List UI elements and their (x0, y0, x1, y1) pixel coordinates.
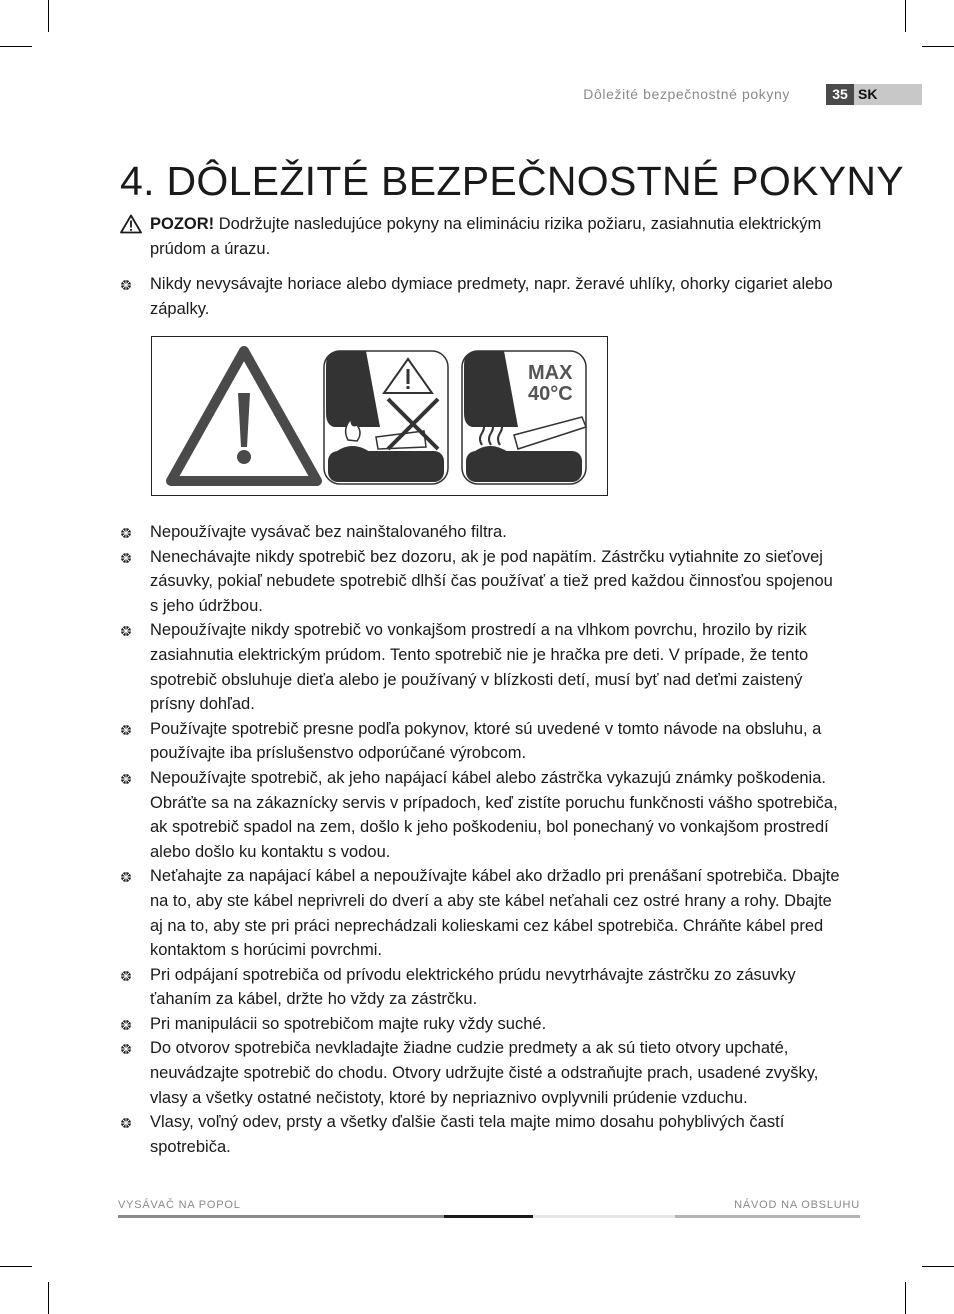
list-item (150, 717, 840, 766)
list-item-text: Nepoužívajte nikdy spotrebič vo vonkajšom prostredí a na vlhkom povrchu, hrozilo by rizik zasiahnutia elektrickým prúdom. Tento spotrebič nie je hračka pre deti. V prípade, že tento spotrebič obsluhuje dieťa alebo je používaný v blízkosti detí, musí byť nad deťmi zaistený prísny dohľad. (150, 621, 809, 714)
crop-mark (0, 1266, 32, 1267)
warning-triangle-icon (120, 214, 142, 234)
list-item (150, 766, 840, 864)
bullet-icon (120, 1019, 132, 1031)
list-item-text: Používajte spotrebič presne podľa pokynov, ktoré sú uvedené v tomto návode na obsluhu, a používajte iba príslušenstvo odporúčané výrobcom. (150, 719, 822, 763)
running-header: Dôležité bezpečnostné pokyny (583, 86, 790, 102)
bullet-icon (120, 1043, 132, 1055)
list-item (150, 864, 840, 962)
max-label: MAX (528, 362, 573, 384)
footer-rule-segment (118, 1215, 444, 1218)
warning-label: POZOR! (150, 215, 215, 233)
list-item-text: Nikdy nevysávajte horiace alebo dymiace predmety, napr. žeravé uhlíky, ohorky cigariet alebo zápalky. (150, 275, 833, 318)
crop-mark (0, 46, 32, 47)
bullet-icon (120, 724, 132, 736)
crop-mark (922, 46, 954, 47)
section-title: 4. DÔLEŽITÉ BEZPEČNOSTNÉ POKYNY (120, 158, 904, 204)
crop-mark (48, 0, 49, 32)
bullet-icon (120, 871, 132, 883)
list-item-text: Vlasy, voľný odev, prsty a všetky ďalšie časti tela majte mimo dosahu pohyblivých častí spotrebiča. (150, 1113, 785, 1156)
list-item (150, 618, 840, 716)
list-item-text: Nenechávajte nikdy spotrebič bez dozoru, ak je pod napätím. Zástrčku vytiahnite zo sieťovej zásuvky, pokiaľ nebudete spotrebič dlhší čas používať a tiež pred každou činnosťou spojenou s jeho údržbou. (150, 547, 833, 615)
list-item-text: Neťahajte za napájací kábel a nepoužívajte kábel ako držadlo pri prenášaní spotrebiča. Dbajte na to, aby ste kábel neprivreli do dverí a aby ste kábel neťahali cez ostré hrany a rohy. Dbajte aj na to, aby ste pri práci neprechádzali kolieskami cez kábel spotrebiča. Chráňte kábel pred kontaktom s horúcimi povrchmi. (150, 867, 840, 960)
bullet-icon (120, 773, 132, 785)
crop-mark (48, 1282, 49, 1314)
footer-manual-name: NÁVOD NA OBSLUHU (734, 1199, 860, 1211)
bullet-icon (120, 552, 132, 564)
list-item (150, 1110, 840, 1159)
crop-mark (922, 1266, 954, 1267)
footer-product-name: VYSÁVAČ NA POPOL (118, 1199, 241, 1211)
list-item-text: Pri odpájaní spotrebiča od prívodu elektrického prúdu nevytrhávajte zástrčku zo zásuvky ťahaním za kábel, držte ho vždy za zástrčku. (150, 965, 796, 1009)
crop-mark (905, 1282, 906, 1314)
bullet-icon (120, 970, 132, 982)
no-burning-objects-panel (324, 351, 448, 484)
bullet-icon (120, 527, 132, 539)
list-item-text: Do otvorov spotrebiča nevkladajte žiadne cudzie predmety a ak sú tieto otvory upchaté, neuvádzajte spotrebič do chodu. Otvory udržujte čisté a odstraňujte prach, usadené zvyšky, vlasy a všetky ostatné nečistoty, ktoré by nepriaznivo ovplyvnili prúdenie vzduchu. (150, 1039, 819, 1107)
list-item (150, 520, 840, 545)
bullet-icon (120, 279, 132, 291)
first-bullet-list (150, 272, 840, 321)
footer-rule-segment (444, 1215, 533, 1218)
page-number: 35 (826, 84, 854, 105)
footer-rule-segment (533, 1215, 675, 1218)
safety-pictogram-figure (151, 336, 608, 496)
warning-text: Dodržujte nasledujúce pokyny na elimináciu rizika požiaru, zasiahnutia elektrickým prúdom a úrazu. (150, 215, 822, 258)
footer-rule-segment (675, 1215, 860, 1218)
safety-instructions-list (150, 520, 840, 1159)
list-item (150, 963, 840, 1012)
bullet-icon (120, 1117, 132, 1129)
list-item (150, 1012, 840, 1037)
list-item-text: Nepoužívajte spotrebič, ak jeho napájací kábel alebo zástrčka vykazujú známky poškodenia. Obráťte sa na zákaznícky servis v prípadoch, keď zistíte poruchu funkčnosti vášho spotrebiča, ak spotrebič spadol na zem, došlo k jeho poškodeniu, bol ponechaný vo vonkajšom prostredí alebo došlo ku kontaktu s vodou. (150, 768, 838, 861)
list-item (150, 545, 840, 619)
list-item (150, 1036, 840, 1110)
large-warning-triangle-icon (171, 351, 317, 481)
max-temperature-panel (462, 351, 586, 484)
bullet-icon (120, 625, 132, 637)
language-tag: SK (854, 84, 922, 105)
list-item (150, 272, 840, 321)
crop-mark (905, 0, 906, 32)
pictogram-illustration (152, 337, 606, 494)
warning-paragraph (150, 212, 840, 261)
list-item-text: Pri manipulácii so spotrebičom majte ruky vždy suché. (150, 1014, 547, 1033)
temperature-label: 40°C (528, 383, 573, 405)
list-item-text: Nepoužívajte vysávač bez nainštalovaného filtra. (150, 523, 507, 541)
